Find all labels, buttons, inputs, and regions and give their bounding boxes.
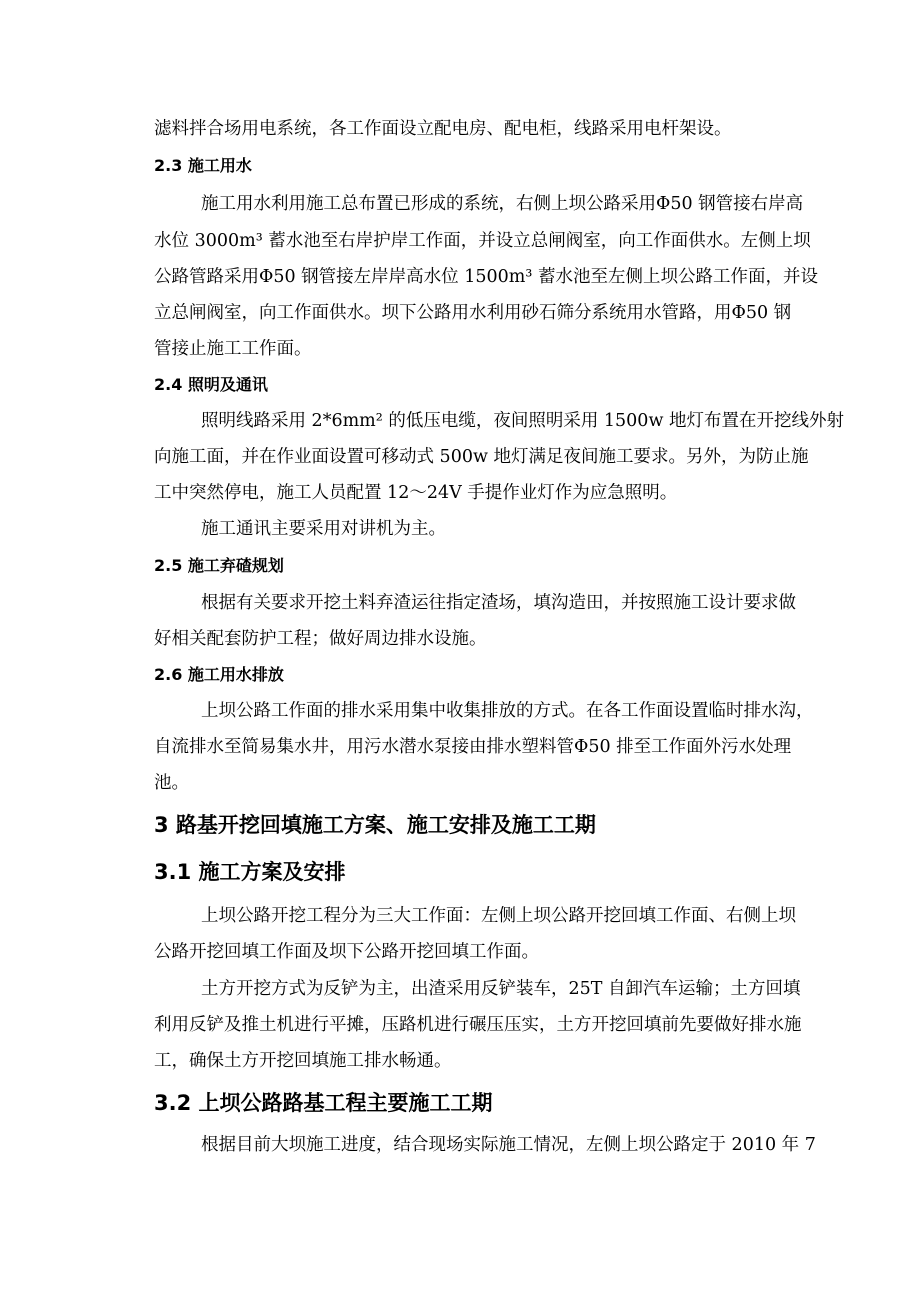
section-heading-3-1: 3.1 施工方案及安排	[154, 860, 346, 884]
paragraph-line: 池。	[154, 773, 189, 793]
paragraph-line: 根据目前大坝施工进度，结合现场实际施工情况，左侧上坝公路定于 2010 年 7	[201, 1135, 816, 1155]
paragraph-line: 利用反铲及推土机进行平摊，压路机进行碾压压实，土方开挖回填前先要做好排水施	[154, 1015, 802, 1035]
paragraph-line: 自流排水至简易集水井，用污水潜水泵接由排水塑料管Φ50 排至工作面外污水处理	[154, 737, 792, 757]
paragraph-line: 滤料拌合场用电系统，各工作面设立配电房、配电柜，线路采用电杆架设。	[154, 119, 732, 139]
section-heading-3-2: 3.2 上坝公路路基工程主要施工工期	[154, 1091, 493, 1115]
paragraph-line: 土方开挖方式为反铲为主，出渣采用反铲装车，25T 自卸汽车运输；土方回填	[201, 979, 801, 999]
section-heading-2-3: 2.3 施工用水	[154, 156, 252, 175]
paragraph-line: 照明线路采用 2*6mm² 的低压电缆，夜间照明采用 1500w 地灯布置在开挖线外射	[201, 411, 844, 431]
paragraph-line: 上坝公路开挖工程分为三大工作面：左侧上坝公路开挖回填工作面、右侧上坝	[201, 906, 796, 926]
paragraph-line: 公路管路采用Φ50 钢管接左岸岸高水位 1500m³ 蓄水池至左侧上坝公路工作面，并设	[154, 267, 818, 287]
paragraph-line: 施工通讯主要采用对讲机为主。	[201, 519, 446, 539]
section-heading-2-5: 2.5 施工弃碴规划	[154, 556, 284, 575]
paragraph-line: 向施工面，并在作业面设置可移动式 500w 地灯满足夜间施工要求。另外，为防止施	[154, 447, 809, 467]
paragraph-line: 工，确保土方开挖回填施工排水畅通。	[154, 1051, 452, 1071]
paragraph-line: 上坝公路工作面的排水采用集中收集排放的方式。在各工作面设置临时排水沟，	[201, 701, 814, 721]
paragraph-line: 施工用水利用施工总布置已形成的系统，右侧上坝公路采用Φ50 钢管接右岸高	[201, 194, 804, 214]
section-heading-2-4: 2.4 照明及通讯	[154, 375, 268, 394]
paragraph-line: 管接止施工工作面。	[154, 339, 312, 359]
chapter-heading-3: 3 路基开挖回填施工方案、施工安排及施工工期	[154, 813, 596, 837]
paragraph-line: 根据有关要求开挖土料弃渣运往指定渣场，填沟造田，并按照施工设计要求做	[201, 593, 796, 613]
paragraph-line: 立总闸阀室，向工作面供水。坝下公路用水利用砂石筛分系统用水管路，用Φ50 钢	[154, 303, 792, 323]
paragraph-line: 水位 3000m³ 蓄水池至右岸护岸工作面，并设立总闸阀室，向工作面供水。左侧上坝	[154, 231, 811, 251]
paragraph-line: 工中突然停电，施工人员配置 12～24V 手提作业灯作为应急照明。	[154, 483, 678, 503]
paragraph-line: 好相关配套防护工程；做好周边排水设施。	[154, 629, 487, 649]
paragraph-line: 公路开挖回填工作面及坝下公路开挖回填工作面。	[154, 942, 539, 962]
section-heading-2-6: 2.6 施工用水排放	[154, 665, 284, 684]
